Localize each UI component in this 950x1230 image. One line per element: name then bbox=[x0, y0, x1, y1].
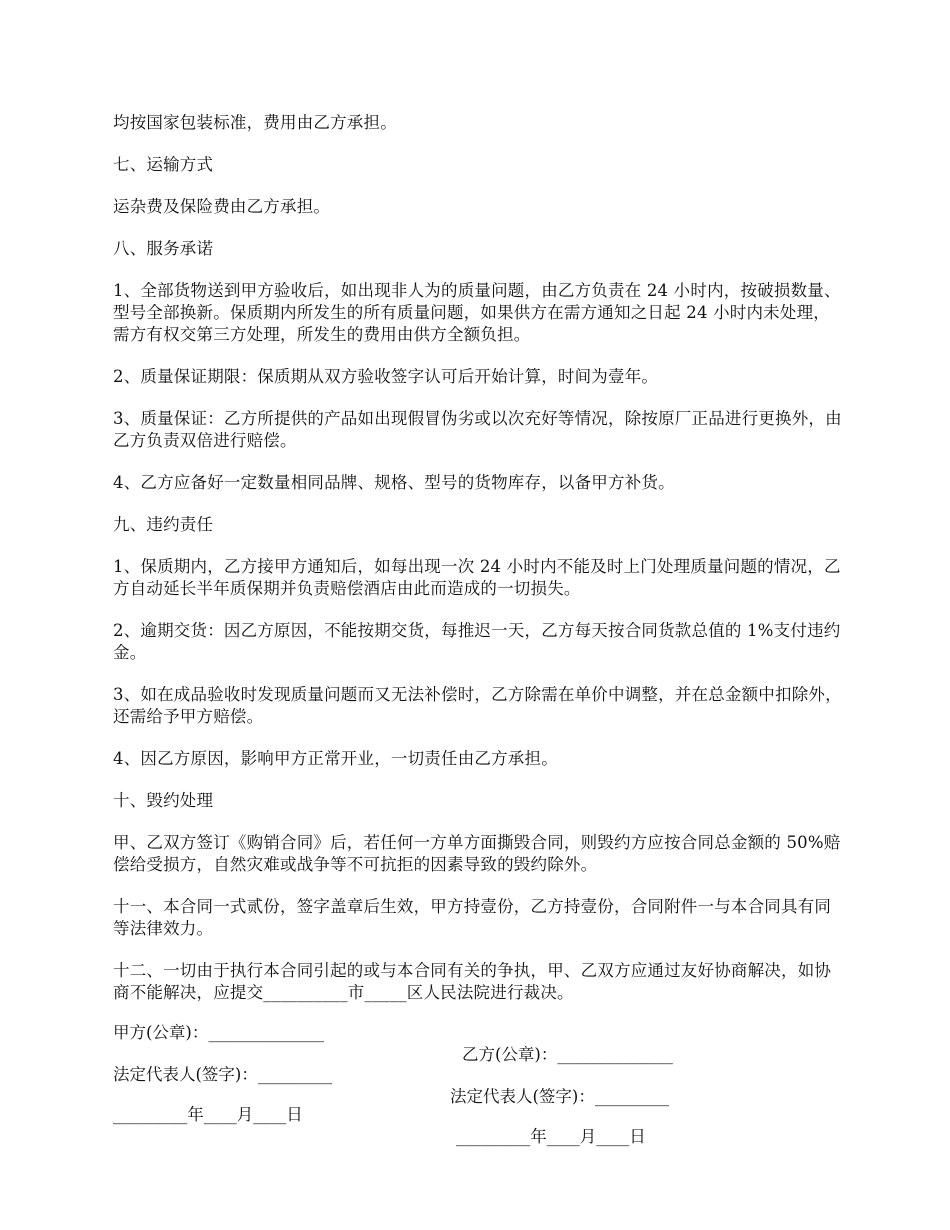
party-a-date-line: _________年____月____日 bbox=[113, 1105, 303, 1124]
party-a-rep-line: 法定代表人(签字)：_________ bbox=[113, 1065, 333, 1084]
contract-body bbox=[113, 112, 843, 1024]
party-b-rep-line: 法定代表人(签字)：_________ bbox=[450, 1087, 670, 1106]
paragraph-breach: 甲、乙双方签订《购销合同》后，若任何一方单方面撕毁合同，则毁约方应按合同总金额的 50%赔偿给受损方，自然灾难或战争等不可抗拒的因素导致的毁约除外。 bbox=[113, 833, 841, 874]
paragraph-liability-4: 4、因乙方原因，影响甲方正常开业，一切责任由乙方承担。 bbox=[113, 749, 558, 768]
heading-liability: 九、违约责任 bbox=[113, 515, 214, 534]
heading-breach: 十、毁约处理 bbox=[113, 791, 214, 810]
paragraph-dispute: 十二、一切由于执行本合同引起的或与本合同有关的争执，甲、乙双方应通过友好协商解决，如协商不能解决，应提交__________市_____区人民法院进行裁决。 bbox=[113, 961, 832, 1002]
party-b-date-line: _________年____月____日 bbox=[456, 1127, 646, 1146]
paragraph-transport: 运杂费及保险费由乙方承担。 bbox=[113, 197, 331, 216]
signature-row-date bbox=[113, 1082, 843, 1148]
paragraph-copies: 十一、本合同一式贰份，签字盖章后生效，甲方持壹份，乙方持壹份，合同附件一与本合同具有同等法律效力。 bbox=[113, 897, 832, 938]
party-b-seal-line: 乙方(公章)：______________ bbox=[462, 1045, 673, 1064]
paragraph-service-1: 1、全部货物送到甲方验收后，如出现非人为的质量问题，由乙方负责在 24 小时内，按破损数量、型号全部换新。保质期内所发生的所有质量问题，如果供方在需方通知之日起 24 小时内未处理，需方有权交第三方处理，所发生的费用由供方全额负担。 bbox=[113, 281, 841, 344]
paragraph-service-4: 4、乙方应备好一定数量相同品牌、规格、型号的货物库存，以备甲方补货。 bbox=[113, 473, 675, 492]
paragraph-packaging: 均按国家包装标准，费用由乙方承担。 bbox=[113, 113, 397, 132]
heading-transport: 七、运输方式 bbox=[113, 155, 214, 174]
paragraph-service-2: 2、质量保证期限：保质期从双方验收签字认可后开始计算，时间为壹年。 bbox=[113, 367, 659, 386]
party-a-seal-line: 甲方(公章)：______________ bbox=[113, 1023, 324, 1042]
paragraph-liability-1: 1、保质期内，乙方接甲方通知后，如每出现一次 24 小时内不能及时上门处理质量问题的情况，乙方自动延长半年质保期并负责赔偿酒店由此而造成的一切损失。 bbox=[113, 557, 841, 598]
paragraph-liability-3: 3、如在成品验收时发现质量问题而又无法补偿时，乙方除需在单价中调整，并在总金额中扣除外，还需给予甲方赔偿。 bbox=[113, 685, 842, 726]
paragraph-liability-2: 2、逾期交货：因乙方原因，不能按期交货，每推迟一天，乙方每天按合同货款总值的 1%支付违约金。 bbox=[113, 621, 841, 662]
heading-service: 八、服务承诺 bbox=[113, 239, 214, 258]
paragraph-service-3: 3、质量保证：乙方所提供的产品如出现假冒伪劣或以次充好等情况，除按原厂正品进行更换外，由乙方负责双倍进行赔偿。 bbox=[113, 409, 842, 450]
